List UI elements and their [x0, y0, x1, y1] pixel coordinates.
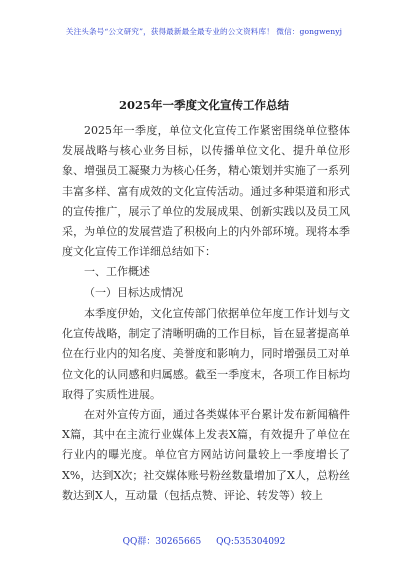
intro-paragraph: 2025年一季度，单位文化宣传工作紧密围绕单位整体发展战略与核心业务目标，以传播单位文化、提升单位形象、增强员工凝聚力为核心任务，精心策划并实施了一系列丰富多样、富有成效的文化宣传活动。通过多种渠道和形式的宣传推广，展示了单位的发展成果、创新实践以及员工风采，为单位的发展营造了积极向上的内外部环境。现将本季度文化宣传工作详细总结如下：	[62, 124, 350, 259]
footer-qq-group: QQ群：30265665	[122, 537, 202, 547]
header-promo-note: 关注头条号“公文研究”，获得最新最全最专业的公文资料库！ 微信：gongwenyj	[65, 27, 343, 36]
external-publicity-paragraph: 在对外宣传方面，通过各类媒体平台累计发布新闻稿件X篇，其中在主流行业媒体上发表X篇，有效提升了单位在行业内的曝光度。单位官方网站访问量较上一季度增长了X%，达到X次；社交媒体账号粉丝数量增加了X人，总粉丝数达到X人，互动量（包括点赞、评论、转发等）较上	[62, 408, 350, 502]
footer-qq-number: QQ:535304092	[216, 537, 286, 547]
subsection-heading: （一）目标达成情况	[84, 286, 183, 299]
goals-paragraph: 本季度伊始，文化宣传部门依据单位年度工作计划与文化宣传战略，制定了清晰明确的工作目标，旨在显著提高单位在行业内的知名度、美誉度和影响力，同时增强员工对单位文化的认同感和归属感。截至一季度末，各项工作目标均取得了实质性进展。	[62, 307, 350, 401]
section-heading: 一、工作概述	[84, 265, 150, 278]
document-title: 2025年一季度文化宣传工作总结	[118, 98, 289, 112]
footer-contact	[0, 534, 408, 547]
